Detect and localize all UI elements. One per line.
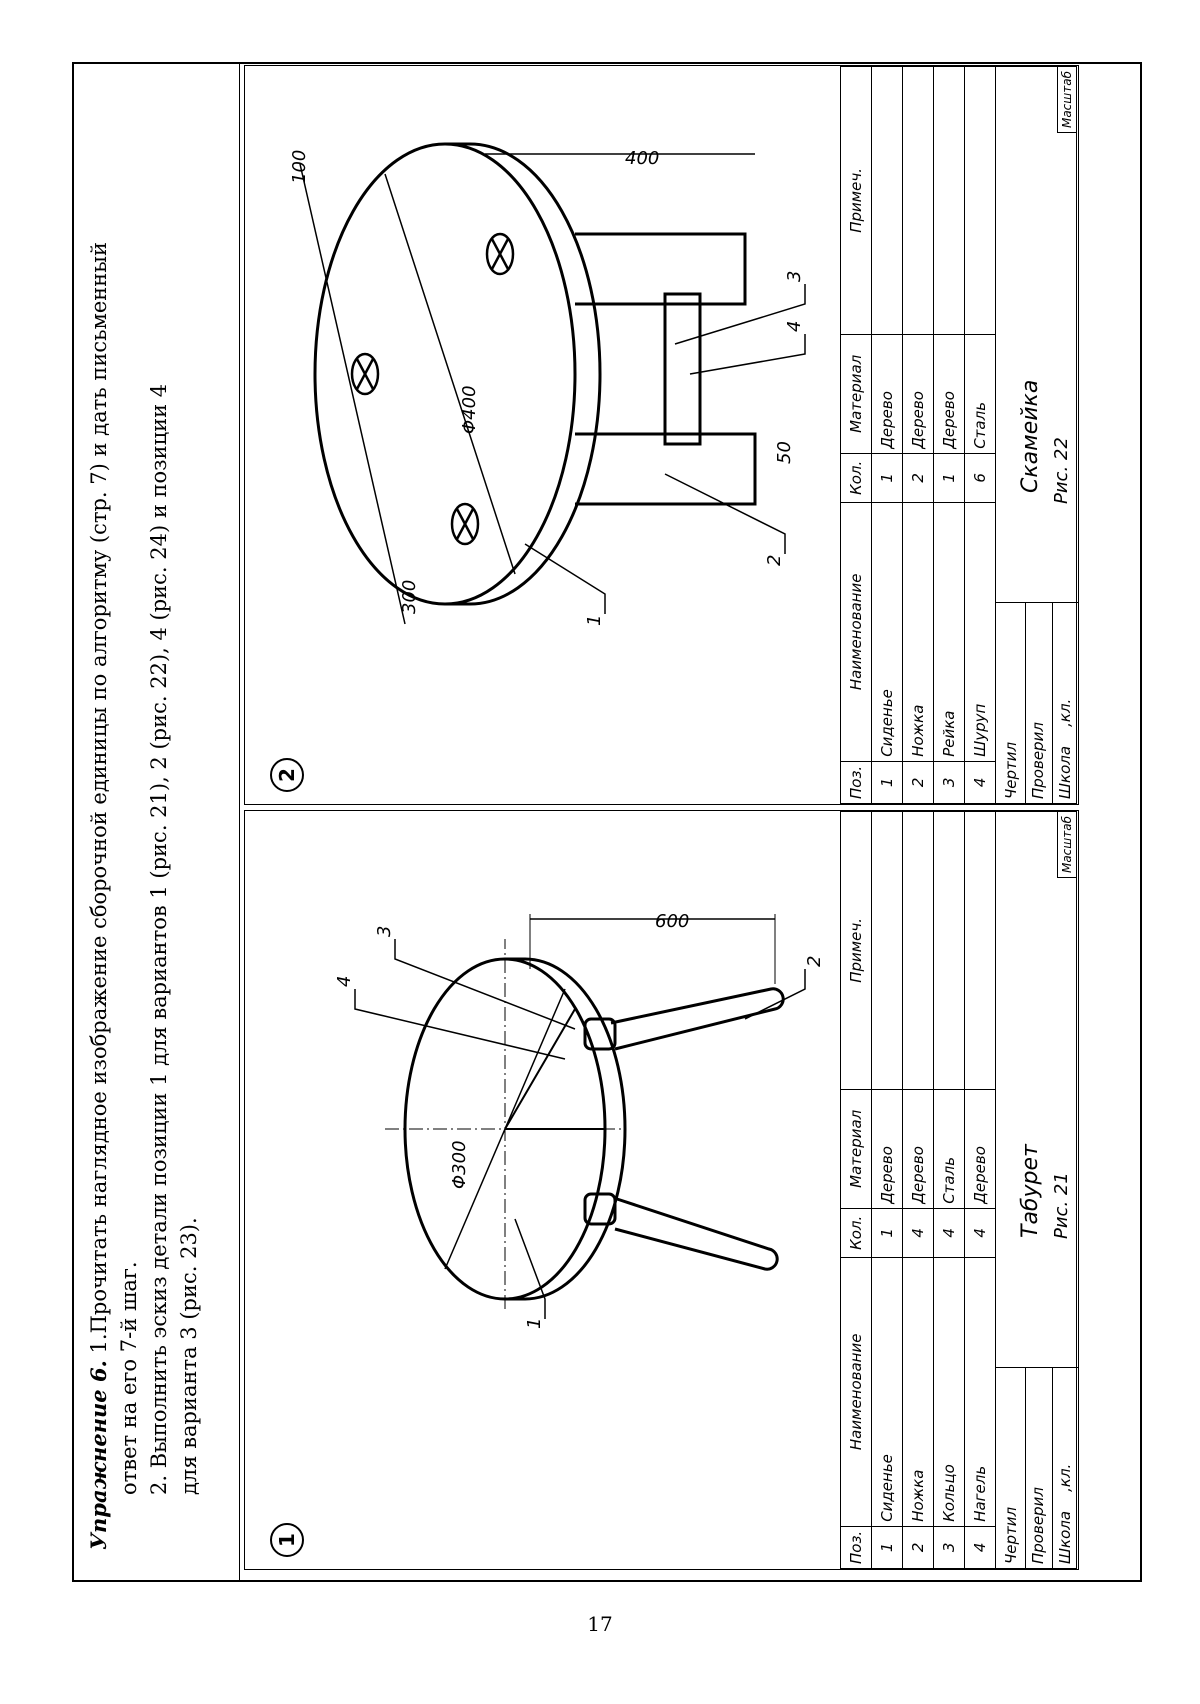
task-line-1: 1.Прочитать наглядное изображение сборочной единицы по алгоритму (стр. 7) и дать письменный [87, 242, 111, 1354]
leader-3: 3 [374, 925, 395, 937]
leader-2: 2 [764, 554, 785, 566]
table-row: 4 Шуруп 6 Сталь [965, 67, 996, 804]
col-qty: Кол. [841, 453, 872, 502]
task-text [84, 90, 204, 1550]
stamp-school: Школа [1056, 745, 1074, 799]
variant-number-1: 1 [270, 1523, 304, 1557]
col-note: Примеч. [841, 812, 872, 1090]
spec-table-1 [840, 811, 996, 1569]
table-row: 3 Рейка 1 Дерево [934, 67, 965, 804]
dim-height: 600 [655, 911, 690, 932]
leader-1: 1 [524, 1317, 545, 1329]
stamp-class: ,кл. [1056, 698, 1074, 727]
leader-2: 2 [804, 955, 825, 967]
divider [239, 64, 240, 1580]
task-line-3: 2. Выполнить эскиз детали позиции 1 для вариантов 1 (рис. 21), 2 (рис. 22), 4 (рис. 24) и позиции 4 [147, 383, 171, 1495]
col-material: Материал [841, 334, 872, 453]
col-note: Примеч. [841, 67, 872, 335]
stamp-school: Школа [1056, 1510, 1074, 1564]
col-qty: Кол. [841, 1208, 872, 1257]
col-material: Материал [841, 1089, 872, 1208]
stamp-checked: Проверил [1023, 1368, 1053, 1568]
stamp-drew: Чертил [996, 603, 1026, 803]
table-row: 4 Нагель 4 Дерево [965, 812, 996, 1569]
table-row: 1 Сиденье 1 Дерево [872, 67, 903, 804]
stamp-scale: Масштаб [1057, 67, 1076, 133]
dim-50: 50 [774, 441, 795, 464]
rotated-content [74, 64, 1140, 1580]
bench-drawing [245, 74, 825, 634]
title-block-2 [995, 66, 1077, 804]
figure-caption: Рис. 21 [1051, 1172, 1072, 1239]
leader-4: 4 [334, 975, 355, 987]
page-number: 17 [587, 1612, 613, 1636]
stamp-checked: Проверил [1023, 603, 1053, 803]
product-name: Скамейка [1018, 379, 1043, 493]
leader-3: 3 [784, 270, 805, 282]
dim-height: 400 [625, 148, 660, 169]
leader-1: 1 [584, 614, 605, 626]
dim-diameter: Φ400 [459, 385, 480, 434]
variant-number-2: 2 [270, 758, 304, 792]
leader-4: 4 [784, 320, 805, 332]
dim-100: 100 [289, 149, 310, 184]
stool-drawing [245, 839, 835, 1339]
task-line-2: ответ на его 7-й шаг. [117, 1261, 141, 1495]
table-row: 3 Кольцо 4 Сталь [934, 812, 965, 1569]
figure-21-panel [244, 810, 1079, 1570]
table-row: 1 Сиденье 1 Дерево [872, 812, 903, 1569]
col-pos: Поз. [841, 761, 872, 803]
table-row: 2 Ножка 2 Дерево [903, 67, 934, 804]
figure-22-panel [244, 65, 1079, 805]
table-row: 2 Ножка 4 Дерево [903, 812, 934, 1569]
task-title: Упражнение 6. [86, 1360, 111, 1550]
spec-table-2 [840, 66, 996, 804]
dim-300: 300 [399, 579, 420, 614]
stamp-scale: Масштаб [1057, 812, 1076, 878]
product-name: Табурет [1018, 1144, 1043, 1238]
task-line-4: для варианта 3 (рис. 23). [177, 1217, 201, 1495]
col-pos: Поз. [841, 1526, 872, 1568]
col-name: Наименование [841, 1257, 872, 1526]
dim-diameter: Φ300 [449, 1140, 470, 1189]
col-name: Наименование [841, 502, 872, 761]
figure-caption: Рис. 22 [1051, 437, 1072, 504]
stamp-drew: Чертил [996, 1368, 1026, 1568]
stamp-class: ,кл. [1056, 1463, 1074, 1492]
